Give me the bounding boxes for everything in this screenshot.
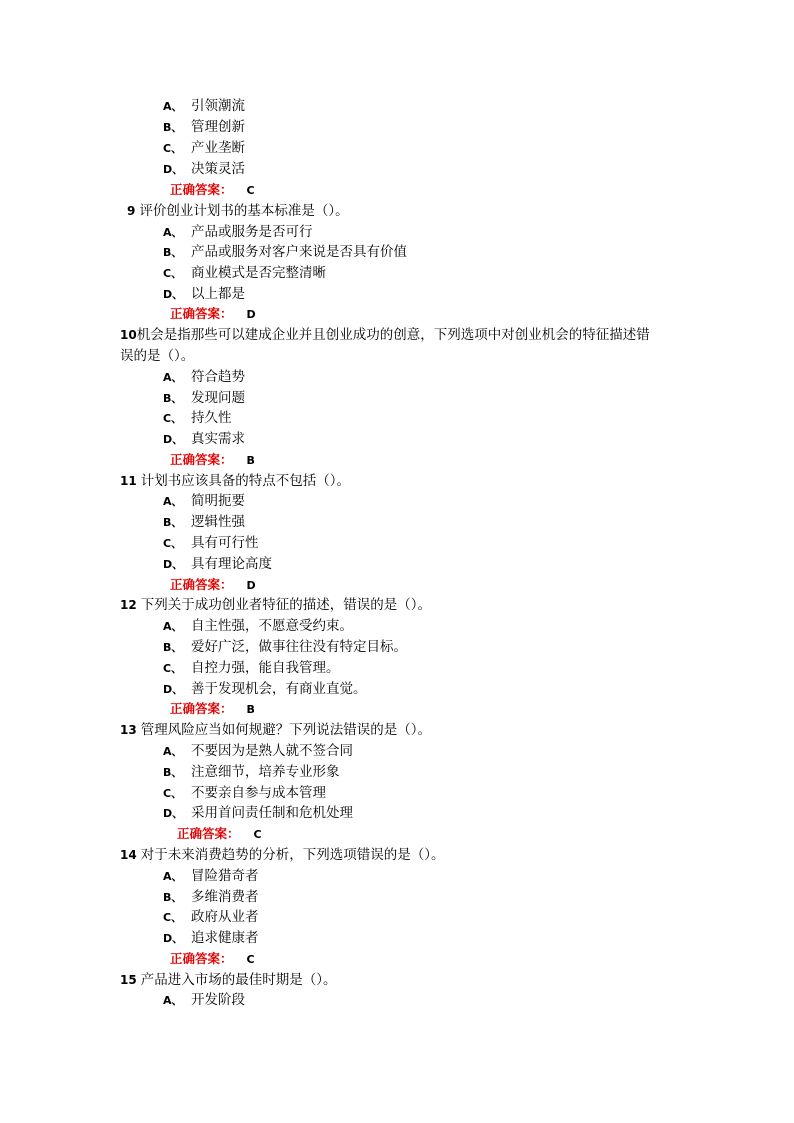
option-A: A、 简明扼要	[163, 493, 245, 509]
option-C: C、 自控力强，能自我管理。	[163, 660, 340, 676]
option-B: B、 逻辑性强	[163, 514, 245, 530]
option-A: A、 自主性强，不愿意受约束。	[163, 618, 353, 634]
option-B: B、 产品或服务对客户来说是否具有价值	[163, 244, 407, 260]
option-B: B、 发现问题	[163, 390, 245, 406]
option-D: D、 真实需求	[163, 431, 245, 447]
option-B: B、 多维消费者	[163, 889, 259, 905]
option-C: C、 商业模式是否完整清晰	[163, 265, 326, 281]
answer-line: 正确答案： C	[170, 951, 255, 966]
option-A: A、 符合趋势	[163, 369, 245, 385]
option-A: A、 不要因为是熟人就不签合同	[163, 743, 353, 759]
option-C: C、 政府从业者	[163, 909, 259, 925]
option-D: D、 具有理论高度	[163, 556, 272, 572]
question-14: 14 对于未来消费趋势的分析，下列选项错误的是（）。	[120, 847, 445, 863]
option-A: A、 冒险猎奇者	[163, 868, 259, 884]
option-D: D、 决策灵活	[163, 161, 245, 177]
question-12: 12 下列关于成功创业者特征的描述，错误的是（）。	[120, 597, 431, 613]
question-13: 13 管理风险应当如何规避？下列说法错误的是（）。	[120, 722, 431, 738]
answer-line: 正确答案： C	[170, 182, 255, 197]
answer-line: 正确答案： B	[170, 452, 255, 467]
option-D: D、 追求健康者	[163, 930, 259, 946]
option-B: B、 管理创新	[163, 119, 245, 135]
option-D: D、 以上都是	[163, 286, 245, 302]
question-11: 11 计划书应该具备的特点不包括（）。	[120, 473, 350, 489]
option-B: B、 注意细节，培养专业形象	[163, 764, 340, 780]
option-C: C、 不要亲自参与成本管理	[163, 785, 326, 801]
option-A: A、 引领潮流	[163, 98, 245, 114]
option-C: C、 产业垄断	[163, 140, 245, 156]
question-9: 9 评价创业计划书的基本标准是（）。	[127, 203, 349, 219]
option-B: B、 爱好广泛，做事往往没有特定目标。	[163, 639, 407, 655]
option-C: C、 具有可行性	[163, 535, 259, 551]
question-10-continued: 误的是（）。	[120, 348, 195, 364]
answer-line: 正确答案： C	[177, 826, 262, 841]
question-10: 10机会是指那些可以建成企业并且创业成功的创意，下列选项中对创业机会的特征描述错	[120, 327, 650, 343]
option-A: A、 开发阶段	[163, 992, 245, 1008]
answer-line: 正确答案： D	[170, 577, 256, 592]
answer-line: 正确答案： B	[170, 701, 255, 716]
option-A: A、 产品或服务是否可行	[163, 224, 313, 240]
option-D: D、 善于发现机会，有商业直觉。	[163, 681, 367, 697]
option-C: C、 持久性	[163, 410, 232, 426]
answer-line: 正确答案： D	[170, 306, 256, 321]
question-15: 15 产品进入市场的最佳时期是（）。	[120, 972, 337, 988]
option-D: D、 采用首问责任制和危机处理	[163, 805, 353, 821]
